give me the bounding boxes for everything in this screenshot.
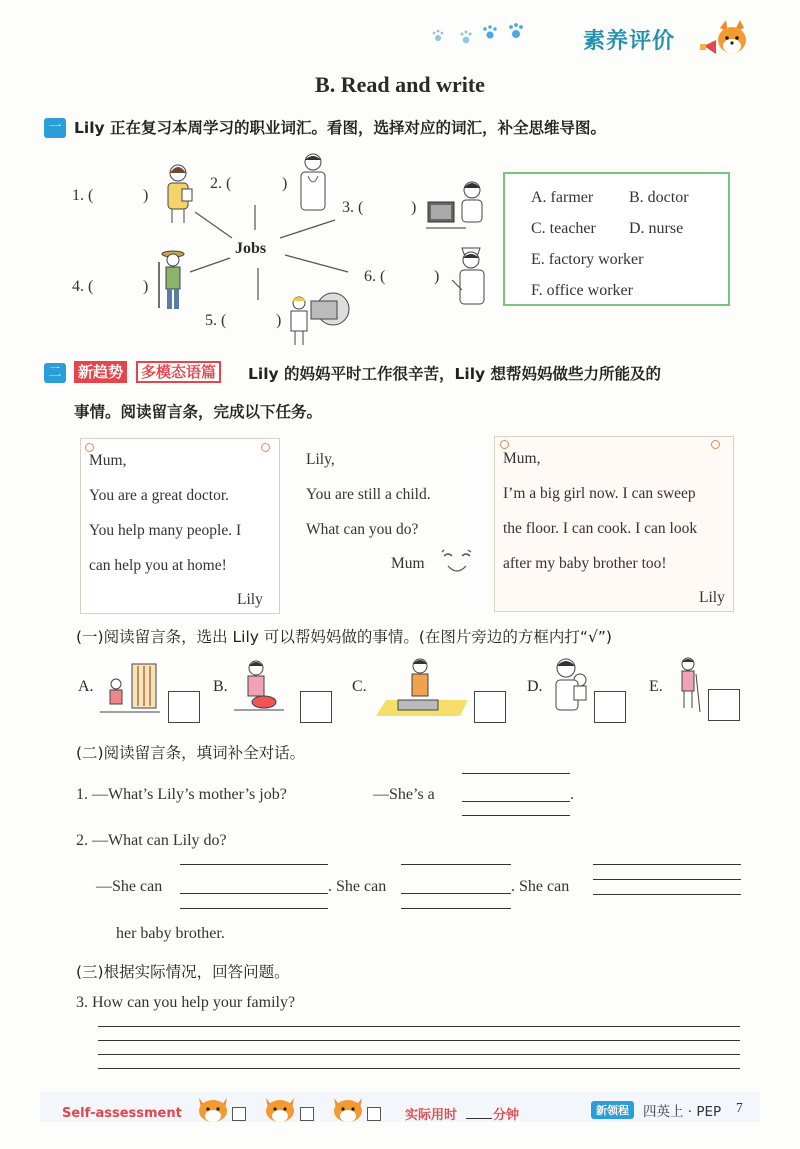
- q2-tail: her baby brother.: [116, 925, 225, 942]
- note-lily-to-mum-1: [80, 438, 280, 614]
- q1-guide-line: [462, 773, 570, 774]
- girl-cooking-icon: [234, 658, 284, 720]
- note-lily-to-mum-2: [494, 436, 734, 612]
- q1-question: 1. —What’s Lily’s mother’s job?: [76, 786, 287, 803]
- note-mum-to-lily: [298, 438, 488, 614]
- note2-line: What can you do?: [306, 521, 419, 538]
- picture-label-c: C.: [352, 678, 367, 695]
- q2-prefix-1: —She can: [96, 878, 163, 895]
- part1-instruction: (一)阅读留言条，选出 Lily 可以帮妈妈做的事情。(在图片旁边的方框内打“√”): [76, 628, 612, 646]
- mind-map-label-3-open: 3. (: [342, 199, 364, 216]
- q1-answer-prefix: —She’s a: [373, 786, 435, 803]
- mind-map-center: Jobs: [235, 240, 267, 257]
- girl-washing-dishes-icon: [376, 656, 468, 722]
- q2-answer-blank-3[interactable]: [593, 879, 741, 880]
- minutes-label: 分钟: [493, 1108, 520, 1123]
- note-pin: [711, 440, 720, 449]
- note-pin: [261, 443, 270, 452]
- q3-question: 3. How can you help your family?: [76, 994, 296, 1011]
- note1-line: You help many people. I: [89, 522, 242, 539]
- q2-prefix-2: . She can: [328, 878, 387, 895]
- picture-label-b: B.: [213, 678, 228, 695]
- note3-line: Mum,: [503, 450, 541, 467]
- self-assessment-box-2[interactable]: [300, 1107, 314, 1121]
- farmer-figure-icon: [155, 248, 187, 316]
- part3-instruction: (三)根据实际情况，回答问题。: [76, 963, 290, 981]
- q2-guide-line: [593, 894, 741, 895]
- nurse-figure-icon: [448, 244, 494, 310]
- q2-prefix-3: . She can: [511, 878, 570, 895]
- header-badge: 素养评价: [583, 29, 676, 54]
- mind-map-label-6-open: 6. (: [364, 268, 386, 285]
- fox-face-icon: [195, 1094, 231, 1128]
- note2-signature: Mum: [391, 555, 425, 572]
- mind-map-label-4-close: ): [143, 278, 149, 295]
- note3-line: the floor. I can cook. I can look: [503, 520, 698, 537]
- options-box: [503, 172, 730, 306]
- note1-line: Mum,: [89, 452, 127, 469]
- mind-map-label-2-close: ): [282, 175, 288, 192]
- note1-line: can help you at home!: [89, 557, 227, 574]
- q2-question: 2. —What can Lily do?: [76, 832, 227, 849]
- note2-line: Lily,: [306, 451, 335, 468]
- fox-with-megaphone-icon: [700, 20, 748, 64]
- time-used-blank[interactable]: [466, 1118, 492, 1119]
- task1-number: 一: [44, 118, 66, 138]
- teacher-figure-icon: [158, 163, 198, 229]
- girl-at-bookshelf-icon: [100, 660, 162, 720]
- q2-guide-line: [593, 864, 741, 865]
- time-used-label: 实际用时: [405, 1108, 458, 1123]
- option-f: F. office worker: [531, 282, 633, 299]
- smiley-face-icon: [438, 548, 478, 586]
- girl-with-baby-icon: [548, 656, 594, 720]
- fox-face-icon: [262, 1094, 298, 1128]
- section-title: B. Read and write: [315, 72, 485, 97]
- note3-line: I’m a big girl now. I can sweep: [503, 485, 696, 502]
- note1-signature: Lily: [237, 591, 263, 608]
- self-assessment-box-3[interactable]: [367, 1107, 381, 1121]
- q1-end: .: [570, 786, 574, 803]
- answer-box-e[interactable]: [708, 689, 740, 721]
- factory-worker-figure-icon: [287, 289, 353, 351]
- tag-new-trend: 新趋势: [74, 361, 127, 383]
- mind-map-label-3-close: ): [411, 199, 417, 216]
- mind-map-label-5-close: ): [276, 312, 282, 329]
- picture-label-a: A.: [78, 678, 94, 695]
- q3-answer-line[interactable]: [98, 1026, 740, 1027]
- note3-line: after my baby brother too!: [503, 555, 667, 572]
- answer-box-a[interactable]: [168, 691, 200, 723]
- answer-box-b[interactable]: [300, 691, 332, 723]
- book-label: 四英上 · PEP: [643, 1104, 722, 1120]
- q2-answer-blank-1[interactable]: [180, 893, 328, 894]
- option-a: A. farmer: [531, 189, 594, 206]
- mind-map-label-6-close: ): [434, 268, 440, 285]
- self-assessment-label: Self-assessment: [62, 1106, 182, 1121]
- brand-badge: 新领程: [591, 1101, 634, 1119]
- office-worker-figure-icon: [426, 178, 488, 240]
- doctor-figure-icon: [296, 152, 330, 216]
- note3-signature: Lily: [699, 589, 725, 606]
- mind-map-label-5-open: 5. (: [205, 312, 227, 329]
- self-assessment-box-1[interactable]: [232, 1107, 246, 1121]
- mind-map-label-1-close: ): [143, 187, 149, 204]
- picture-label-d: D.: [527, 678, 543, 695]
- mind-map-label-4-open: 4. (: [72, 278, 94, 295]
- part2-instruction: (二)阅读留言条，填词补全对话。: [76, 744, 306, 762]
- page-number: 7: [736, 1100, 743, 1115]
- girl-sweeping-icon: [674, 656, 702, 720]
- q3-answer-line[interactable]: [98, 1068, 740, 1069]
- option-d: D. nurse: [629, 220, 684, 237]
- answer-box-c[interactable]: [474, 691, 506, 723]
- paw-print-icon: [432, 22, 532, 52]
- task2-instruction-line1: Lily 的妈妈平时工作很辛苦，Lily 想帮妈妈做些力所能及的: [248, 365, 662, 383]
- q3-answer-line[interactable]: [98, 1054, 740, 1055]
- task2-instruction-line2: 事情。阅读留言条，完成以下任务。: [74, 403, 323, 421]
- mind-map-label-1-open: 1. (: [72, 187, 94, 204]
- q1-answer-blank[interactable]: [462, 801, 570, 802]
- fox-face-icon: [330, 1094, 366, 1128]
- task2-number: 二: [44, 363, 66, 383]
- q2-guide-line: [401, 864, 511, 865]
- note1-line: You are a great doctor.: [89, 487, 230, 504]
- q2-guide-line: [401, 908, 511, 909]
- q2-guide-line: [180, 908, 328, 909]
- tag-multimodal: 多模态语篇: [136, 361, 221, 383]
- option-e: E. factory worker: [531, 251, 644, 268]
- q1-guide-line: [462, 815, 570, 816]
- q2-guide-line: [180, 864, 328, 865]
- task1-instruction: Lily 正在复习本周学习的职业词汇。看图，选择对应的词汇，补全思维导图。: [74, 119, 607, 137]
- q2-answer-blank-2[interactable]: [401, 893, 511, 894]
- q3-answer-line[interactable]: [98, 1040, 740, 1041]
- option-c: C. teacher: [531, 220, 596, 237]
- note2-line: You are still a child.: [306, 486, 431, 503]
- picture-label-e: E.: [649, 678, 663, 695]
- answer-box-d[interactable]: [594, 691, 626, 723]
- option-b: B. doctor: [629, 189, 689, 206]
- mind-map-label-2-open: 2. (: [210, 175, 232, 192]
